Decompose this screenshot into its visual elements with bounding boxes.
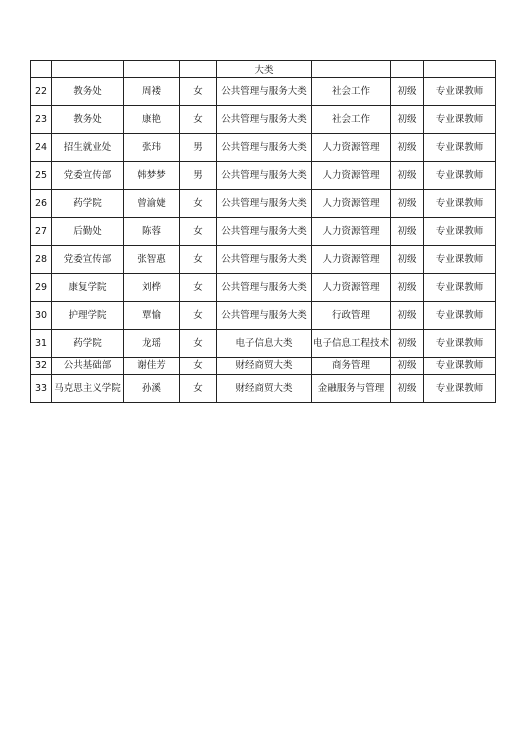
cell-no — [31, 61, 52, 78]
cell-category: 公共管理与服务大类 — [217, 106, 312, 134]
cell-gender: 女 — [180, 78, 217, 106]
cell-no: 24 — [31, 134, 52, 162]
cell-category: 电子信息大类 — [217, 330, 312, 358]
cell-name: 刘桦 — [124, 274, 180, 302]
cell-dept: 药学院 — [52, 330, 124, 358]
cell-dept: 后勤处 — [52, 218, 124, 246]
cell-dept: 护理学院 — [52, 302, 124, 330]
cell-gender: 女 — [180, 106, 217, 134]
cell-no: 27 — [31, 218, 52, 246]
cell-gender: 男 — [180, 162, 217, 190]
cell-post: 专业课教师 — [424, 78, 496, 106]
cell-level: 初级 — [391, 375, 424, 403]
cell-dept — [52, 61, 124, 78]
cell-name: 陈蓉 — [124, 218, 180, 246]
cell-dept: 党委宣传部 — [52, 246, 124, 274]
cell-name: 张智惠 — [124, 246, 180, 274]
cell-post: 专业课教师 — [424, 246, 496, 274]
cell-dept: 康复学院 — [52, 274, 124, 302]
cell-category: 公共管理与服务大类 — [217, 190, 312, 218]
cell-dept: 招生就业处 — [52, 134, 124, 162]
cell-no: 28 — [31, 246, 52, 274]
cell-dept: 公共基础部 — [52, 358, 124, 375]
cell-dept: 教务处 — [52, 78, 124, 106]
cell-category: 公共管理与服务大类 — [217, 274, 312, 302]
cell-post: 专业课教师 — [424, 218, 496, 246]
cell-no: 29 — [31, 274, 52, 302]
cell-major: 人力资源管理 — [312, 134, 391, 162]
cell-post: 专业课教师 — [424, 162, 496, 190]
table-row — [31, 358, 496, 375]
table-row — [31, 190, 496, 218]
cell-gender: 女 — [180, 218, 217, 246]
cell-dept: 药学院 — [52, 190, 124, 218]
cell-name: 张玮 — [124, 134, 180, 162]
cell-category: 财经商贸大类 — [217, 358, 312, 375]
table-row — [31, 134, 496, 162]
table-row — [31, 162, 496, 190]
cell-no: 26 — [31, 190, 52, 218]
cell-name: 韩梦梦 — [124, 162, 180, 190]
cell-post: 专业课教师 — [424, 358, 496, 375]
cell-level: 初级 — [391, 246, 424, 274]
cell-post: 专业课教师 — [424, 134, 496, 162]
cell-no: 30 — [31, 302, 52, 330]
cell-gender: 女 — [180, 358, 217, 375]
cell-post — [424, 61, 496, 78]
cell-level: 初级 — [391, 134, 424, 162]
cell-no: 22 — [31, 78, 52, 106]
cell-major: 人力资源管理 — [312, 246, 391, 274]
cell-level: 初级 — [391, 358, 424, 375]
cell-major: 金融服务与管理 — [312, 375, 391, 403]
cell-name: 龙瑶 — [124, 330, 180, 358]
cell-category: 财经商贸大类 — [217, 375, 312, 403]
cell-major: 人力资源管理 — [312, 218, 391, 246]
cell-dept: 党委宣传部 — [52, 162, 124, 190]
cell-post: 专业课教师 — [424, 274, 496, 302]
cell-category: 公共管理与服务大类 — [217, 162, 312, 190]
cell-gender: 女 — [180, 274, 217, 302]
table-row — [31, 246, 496, 274]
cell-major: 社会工作 — [312, 106, 391, 134]
table-row — [31, 330, 496, 358]
continuation-row — [31, 61, 496, 78]
cell-no: 32 — [31, 358, 52, 375]
cell-level: 初级 — [391, 218, 424, 246]
cell-name: 谢佳芳 — [124, 358, 180, 375]
cell-post: 专业课教师 — [424, 375, 496, 403]
cell-major: 电子信息工程技术 — [312, 330, 391, 358]
cell-category: 公共管理与服务大类 — [217, 302, 312, 330]
cell-post: 专业课教师 — [424, 330, 496, 358]
table-row — [31, 78, 496, 106]
cell-gender — [180, 61, 217, 78]
cell-gender: 女 — [180, 246, 217, 274]
cell-no: 33 — [31, 375, 52, 403]
cell-dept: 教务处 — [52, 106, 124, 134]
cell-no: 25 — [31, 162, 52, 190]
cell-category: 公共管理与服务大类 — [217, 78, 312, 106]
cell-post: 专业课教师 — [424, 302, 496, 330]
cell-major: 人力资源管理 — [312, 190, 391, 218]
cell-name: 孙溪 — [124, 375, 180, 403]
cell-level: 初级 — [391, 106, 424, 134]
cell-level: 初级 — [391, 302, 424, 330]
staff-table — [30, 60, 496, 403]
table-row — [31, 375, 496, 403]
table-row — [31, 218, 496, 246]
cell-level: 初级 — [391, 190, 424, 218]
cell-level: 初级 — [391, 274, 424, 302]
table-row — [31, 302, 496, 330]
cell-major: 人力资源管理 — [312, 274, 391, 302]
table-row — [31, 106, 496, 134]
cell-name — [124, 61, 180, 78]
cell-dept: 马克思主义学院 — [52, 375, 124, 403]
cell-level: 初级 — [391, 330, 424, 358]
cell-major: 人力资源管理 — [312, 162, 391, 190]
cell-major: 社会工作 — [312, 78, 391, 106]
cell-name: 周褛 — [124, 78, 180, 106]
cell-gender: 女 — [180, 190, 217, 218]
cell-gender: 男 — [180, 134, 217, 162]
cell-gender: 女 — [180, 302, 217, 330]
cell-gender: 女 — [180, 375, 217, 403]
cell-major — [312, 61, 391, 78]
cell-category: 公共管理与服务大类 — [217, 246, 312, 274]
cell-level: 初级 — [391, 78, 424, 106]
cell-category: 公共管理与服务大类 — [217, 218, 312, 246]
cell-name: 康艳 — [124, 106, 180, 134]
table-row — [31, 274, 496, 302]
table-body — [31, 61, 496, 403]
cell-category: 公共管理与服务大类 — [217, 134, 312, 162]
cell-name: 曾渝婕 — [124, 190, 180, 218]
cell-level — [391, 61, 424, 78]
cell-major: 商务管理 — [312, 358, 391, 375]
cell-post: 专业课教师 — [424, 106, 496, 134]
cell-gender: 女 — [180, 330, 217, 358]
cell-no: 23 — [31, 106, 52, 134]
cell-post: 专业课教师 — [424, 190, 496, 218]
cell-category: 大类 — [217, 61, 312, 78]
cell-level: 初级 — [391, 162, 424, 190]
cell-major: 行政管理 — [312, 302, 391, 330]
cell-name: 覃愉 — [124, 302, 180, 330]
cell-no: 31 — [31, 330, 52, 358]
